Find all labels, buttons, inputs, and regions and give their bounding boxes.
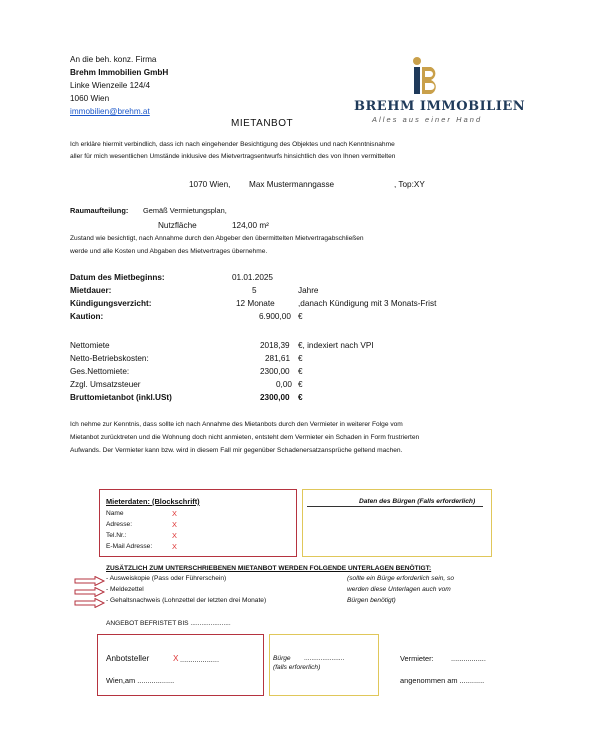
gross-label: Bruttomietanbot (inkl.USt) xyxy=(70,393,172,402)
brand-tagline: Alles aus einer Hand xyxy=(372,115,483,124)
vat-currency: € xyxy=(298,380,303,389)
gross-currency: € xyxy=(298,393,303,402)
duration-value: 5 xyxy=(252,286,257,295)
tenant-email-label: E-Mail Adresse: xyxy=(106,543,153,550)
raum-label: Raumaufteilung: xyxy=(70,206,129,215)
guarantor-signature-box xyxy=(269,634,379,696)
guarantor-box-title: Daten des Bürgen (Falls erforderlich) xyxy=(359,498,476,505)
area-label: Nutzfläche xyxy=(158,221,197,230)
bidder-signature-mark[interactable]: X xyxy=(173,654,179,663)
guarantor-title-rule xyxy=(307,506,483,507)
total-net-currency: € xyxy=(298,367,303,376)
accepted-date-field[interactable]: angenommen am ............ xyxy=(400,676,485,685)
docs-title: ZUSÄTZLICH ZUM UNTERSCHRIEBENEN MIETANBOT WERDEN FOLGENDE UNTERLAGEN BENÖTIGT: xyxy=(106,565,432,572)
recipient-city: 1060 Wien xyxy=(70,94,110,103)
docs-note-3: Bürgen benötigt) xyxy=(347,597,396,604)
guarantor-sign-label: Bürge xyxy=(273,655,291,662)
bidder-signature-line[interactable]: ................... xyxy=(180,655,220,664)
condition-line-2: werde und alle Kosten und Abgaben des Mietvertrages übernehme. xyxy=(70,248,268,255)
notice-line-2: Mietanbot zurücktreten und die Wohnung doch nicht anmieten, entsteht dem Vermieter ein Schaden in Form frustrierten xyxy=(70,434,420,441)
property-top: , Top:XY xyxy=(394,180,425,189)
landlord-signature-line[interactable]: ................. xyxy=(451,654,486,663)
waiver-tail: ,danach Kündigung mit 3 Monats-Frist xyxy=(298,299,437,308)
intro-line-1: Ich erkläre hiermit verbindlich, dass ich nach eingehender Besichtigung des Objektes und nach Kenntnisnahme xyxy=(70,141,395,148)
total-net-value: 2300,00 xyxy=(260,367,290,376)
net-rent-tail: €, indexiert nach VPI xyxy=(298,341,374,350)
op-costs-currency: € xyxy=(298,354,303,363)
tenant-phone-field[interactable]: X xyxy=(172,531,177,540)
tenant-email-field[interactable]: X xyxy=(172,542,177,551)
vat-value: 0,00 xyxy=(276,380,292,389)
brand-name: BREHM IMMOBILIEN xyxy=(354,99,526,114)
waiver-value: 12 Monate xyxy=(236,299,275,308)
op-costs-label: Netto-Betriebskosten: xyxy=(70,354,149,363)
recipient-email-link[interactable]: immobilien@brehm.at xyxy=(70,107,150,116)
tenant-data-box xyxy=(99,489,297,557)
tenant-phone-label: Tel.Nr.: xyxy=(106,532,127,539)
net-rent-value: 2018,39 xyxy=(260,341,290,350)
property-street: Max Mustermanngasse xyxy=(249,180,335,189)
deposit-label: Kaution: xyxy=(70,312,104,321)
landlord-label: Vermieter: xyxy=(400,654,434,663)
raum-value: Gemäß Vermietungsplan, xyxy=(143,206,227,215)
recipient-company: Brehm Immobilien GmbH xyxy=(70,68,169,77)
docs-note-2: werden diese Unterlagen auch vom xyxy=(347,586,451,593)
recipient-line: An die beh. konz. Firma xyxy=(70,55,157,64)
brand-logo-icon xyxy=(408,56,444,96)
notice-line-1: Ich nehme zur Kenntnis, dass sollte ich nach Annahme des Mietanbots durch den Vermieter in weiterer Folge vom xyxy=(70,421,403,428)
guarantor-signature-line[interactable]: ...................... xyxy=(304,655,345,662)
property-city: 1070 Wien, xyxy=(189,180,231,189)
bidder-label: Anbotsteller xyxy=(106,654,150,663)
docs-item-id: - Ausweiskopie (Pass oder Führerschein) xyxy=(106,575,227,582)
start-value: 01.01.2025 xyxy=(232,273,273,282)
arrow-right-icon xyxy=(74,595,106,605)
tenant-name-label: Name xyxy=(106,510,124,517)
deposit-currency: € xyxy=(298,312,303,321)
guarantor-data-box xyxy=(302,489,492,557)
duration-label: Mietdauer: xyxy=(70,286,112,295)
guarantor-sign-note: (falls erforerlich) xyxy=(273,664,321,671)
arrow-right-icon xyxy=(74,584,106,594)
net-rent-label: Nettomiete xyxy=(70,341,110,350)
gross-value: 2300,00 xyxy=(260,393,290,402)
waiver-label: Kündigungsverzicht: xyxy=(70,299,152,308)
tenant-box-title: Mieterdaten: (Blockschrift) xyxy=(106,497,200,506)
notice-line-3: Aufwands. Der Vermieter kann bzw. wird in diesem Fall mir gegenüber Schadenersatzansprüche geltend machen. xyxy=(70,447,403,454)
bidder-place-date[interactable]: Wien,am .................. xyxy=(106,676,175,685)
arrow-right-icon xyxy=(74,573,106,583)
area-value: 124,00 m² xyxy=(232,221,269,230)
docs-item-salary: - Gehaltsnachweis (Lohnzettel der letzten drei Monate) xyxy=(106,597,267,604)
docs-note-1: (sollte ein Bürge erforderlich sein, so xyxy=(347,575,455,582)
tenant-address-label: Adresse: xyxy=(106,521,133,528)
valid-until-field[interactable]: ANGEBOT BEFRISTET BIS ...................... xyxy=(106,620,231,627)
vat-label: Zzgl. Umsatzsteuer xyxy=(70,380,141,389)
start-label: Datum des Mietbeginns: xyxy=(70,273,165,282)
bidder-signature-box xyxy=(97,634,264,696)
tenant-name-field[interactable]: X xyxy=(172,509,177,518)
deposit-value: 6.900,00 xyxy=(259,312,291,321)
tenant-address-field[interactable]: X xyxy=(172,520,177,529)
recipient-street: Linke Wienzeile 124/4 xyxy=(70,81,151,90)
intro-line-2: aller für mich wesentlichen Umstände inklusive des Mietvertragsentwurfs hinsichtlich des von Ihnen vermittelten xyxy=(70,153,396,160)
docs-item-registration: - Meldezettel xyxy=(106,586,144,593)
duration-unit: Jahre xyxy=(298,286,319,295)
total-net-label: Ges.Nettomiete: xyxy=(70,367,130,376)
page-title: MIETANBOT xyxy=(231,118,294,129)
op-costs-value: 281,61 xyxy=(265,354,291,363)
condition-line-1: Zustand wie besichtigt, nach Annahme durch den Abgeber den übermittelten Mietvertragabschließen xyxy=(70,235,364,242)
